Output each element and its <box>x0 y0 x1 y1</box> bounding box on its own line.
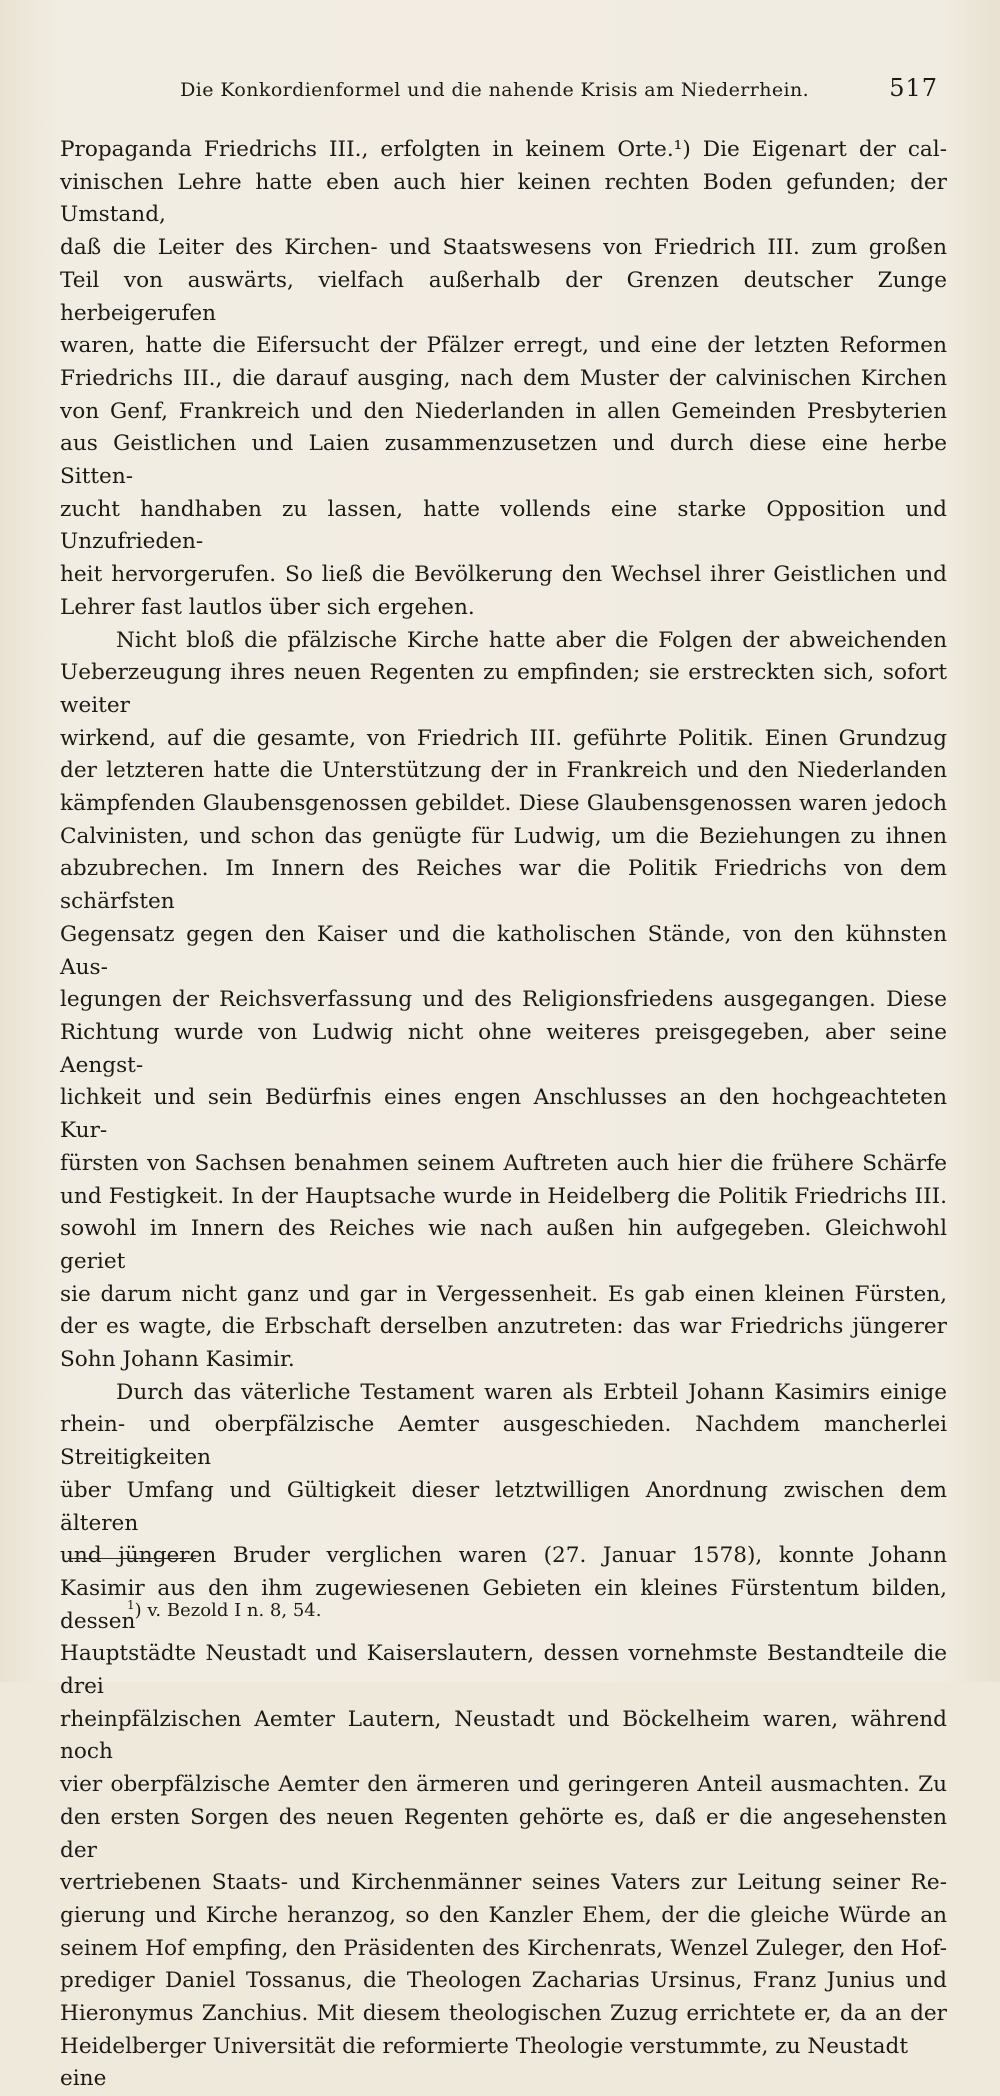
text-line: zucht handhaben zu lassen, hatte vollends eine starke Opposition und Unzufrieden- <box>60 496 947 555</box>
paragraph-2 <box>60 625 947 1377</box>
text-line: Calvinisten, und schon das genügte für Ludwig, um die Beziehungen zu ihnen <box>60 823 947 849</box>
text-line: sie darum nicht ganz und gar in Vergessenheit. Es gab einen kleinen Fürsten, <box>60 1281 947 1307</box>
text-line: prediger Daniel Tossanus, die Theologen Zacharias Ursinus, Franz Junius und <box>60 1968 947 1994</box>
text-line: Richtung wurde von Ludwig nicht ohne weiteres preisgegeben, aber seine Aengst- <box>60 1019 947 1078</box>
text-line: rheinpfälzischen Aemter Lautern, Neustadt und Böckelheim waren, während noch <box>60 1706 947 1765</box>
page-number: 517 <box>889 74 938 102</box>
text-line: abzubrechen. Im Innern des Reiches war die Politik Friedrichs von dem schärfsten <box>60 856 947 915</box>
text-line: legungen der Reichsverfassung und des Religionsfriedens ausgegangen. Diese <box>60 987 947 1013</box>
footnote-marker: 1 <box>127 1598 135 1612</box>
footnote-text: ) v. Bezold I n. 8, 54. <box>134 1600 322 1621</box>
text-line: von Genf, Frankreich und den Niederlanden in allen Gemeinden Presbyterien <box>60 398 947 424</box>
text-line: waren, hatte die Eifersucht der Pfälzer erregt, und eine der letzten Reformen <box>60 333 947 359</box>
text-line: Gegensatz gegen den Kaiser und die katholischen Stände, von den kühnsten Aus- <box>60 921 947 980</box>
footnote <box>127 1598 321 1621</box>
text-line: Nicht bloß die pfälzische Kirche hatte aber die Folgen der abweichenden <box>116 627 947 653</box>
text-line: fürsten von Sachsen benahmen seinem Auftreten auch hier die frühere Schärfe <box>60 1150 947 1176</box>
text-line: lichkeit und sein Bedürfnis eines engen Anschlusses an den hochgeachteten Kur- <box>60 1085 947 1144</box>
text-line: heit hervorgerufen. So ließ die Bevölkerung den Wechsel ihrer Geistlichen und <box>60 562 947 588</box>
running-title: Die Konkordienformel und die nahende Krisis am Niederrhein. <box>180 79 810 101</box>
text-line: vier oberpfälzische Aemter den ärmeren und geringeren Anteil ausmachten. Zu <box>60 1772 947 1798</box>
text-line: Friedrichs III., die darauf ausging, nach dem Muster der calvinischen Kirchen <box>60 365 947 391</box>
text-line: Propaganda Friedrichs III., erfolgten in keinem Orte.¹) Die Eigenart der cal- <box>60 137 947 162</box>
text-line: Hauptstädte Neustadt und Kaiserslautern, dessen vornehmste Bestandteile die drei <box>60 1641 947 1700</box>
text-line: wirkend, auf die gesamte, von Friedrich III. geführte Politik. Einen Grundzug <box>60 725 947 751</box>
text-line: vertriebenen Staats- und Kirchenmänner seines Vaters zur Leitung seiner Re- <box>60 1870 947 1896</box>
body-text <box>60 134 947 2096</box>
text-line: daß die Leiter des Kirchen- und Staatswesens von Friedrich III. zum großen <box>60 235 947 261</box>
text-line: den ersten Sorgen des neuen Regenten gehörte es, daß er die angesehensten der <box>60 1804 947 1863</box>
text-line: rhein- und oberpfälzische Aemter ausgeschieden. Nachdem mancherlei Streitigkeiten <box>60 1412 947 1471</box>
text-line: Lehrer fast lautlos über sich ergehen. <box>60 594 475 620</box>
text-line: der letzteren hatte die Unterstützung der in Frankreich und den Niederlanden <box>60 758 947 784</box>
paragraph-1 <box>60 134 947 625</box>
text-line: Heidelberger Universität die reformierte Theologie verstummte, zu Neustadt eine <box>60 2033 909 2092</box>
text-line: und jüngeren Bruder verglichen waren (27. Januar 1578), konnte Johann <box>60 1543 947 1569</box>
text-line: aus Geistlichen und Laien zusammenzusetzen und durch diese eine herbe Sitten- <box>60 431 947 490</box>
text-line: Ueberzeugung ihres neuen Regenten zu empfinden; sie erstreckten sich, sofort weiter <box>60 660 947 718</box>
text-line: der es wagte, die Erbschaft derselben anzutreten: das war Friedrichs jüngerer <box>60 1314 947 1340</box>
text-line: Sohn Johann Kasimir. <box>60 1347 295 1373</box>
text-line: Kasimir aus den ihm zugewiesenen Gebieten ein kleines Fürstentum bilden, dessen <box>60 1575 947 1634</box>
text-line: vinischen Lehre hatte eben auch hier keinen rechten Boden gefunden; der Umstand, <box>60 169 947 228</box>
text-line: Hieronymus Zanchius. Mit diesem theologischen Zuzug errichtete er, da an der <box>60 2001 947 2027</box>
footnote-rule <box>68 1558 196 1559</box>
text-line: Durch das väterliche Testament waren als Erbteil Johann Kasimirs einige <box>116 1379 947 1405</box>
text-line: Teil von auswärts, vielfach außerhalb der Grenzen deutscher Zunge herbeigerufen <box>60 267 947 326</box>
text-line: kämpfenden Glaubensgenossen gebildet. Diese Glaubensgenossen waren jedoch <box>60 791 947 817</box>
text-line: gierung und Kirche heranzog, so den Kanzler Ehem, der die gleiche Würde an <box>60 1902 947 1928</box>
text-line: und Festigkeit. In der Hauptsache wurde in Heidelberg die Politik Friedrichs III. <box>60 1183 947 1209</box>
text-line: sowohl im Innern des Reiches wie nach außen hin aufgegeben. Gleichwohl geriet <box>60 1216 947 1274</box>
text-line: über Umfang und Gültigkeit dieser letztwilligen Anordnung zwischen dem älteren <box>60 1477 947 1536</box>
paragraph-3 <box>60 1377 947 2096</box>
text-line: seinem Hof empfing, den Präsidenten des Kirchenrats, Wenzel Zuleger, den Hof- <box>60 1935 947 1961</box>
running-head <box>60 74 938 110</box>
